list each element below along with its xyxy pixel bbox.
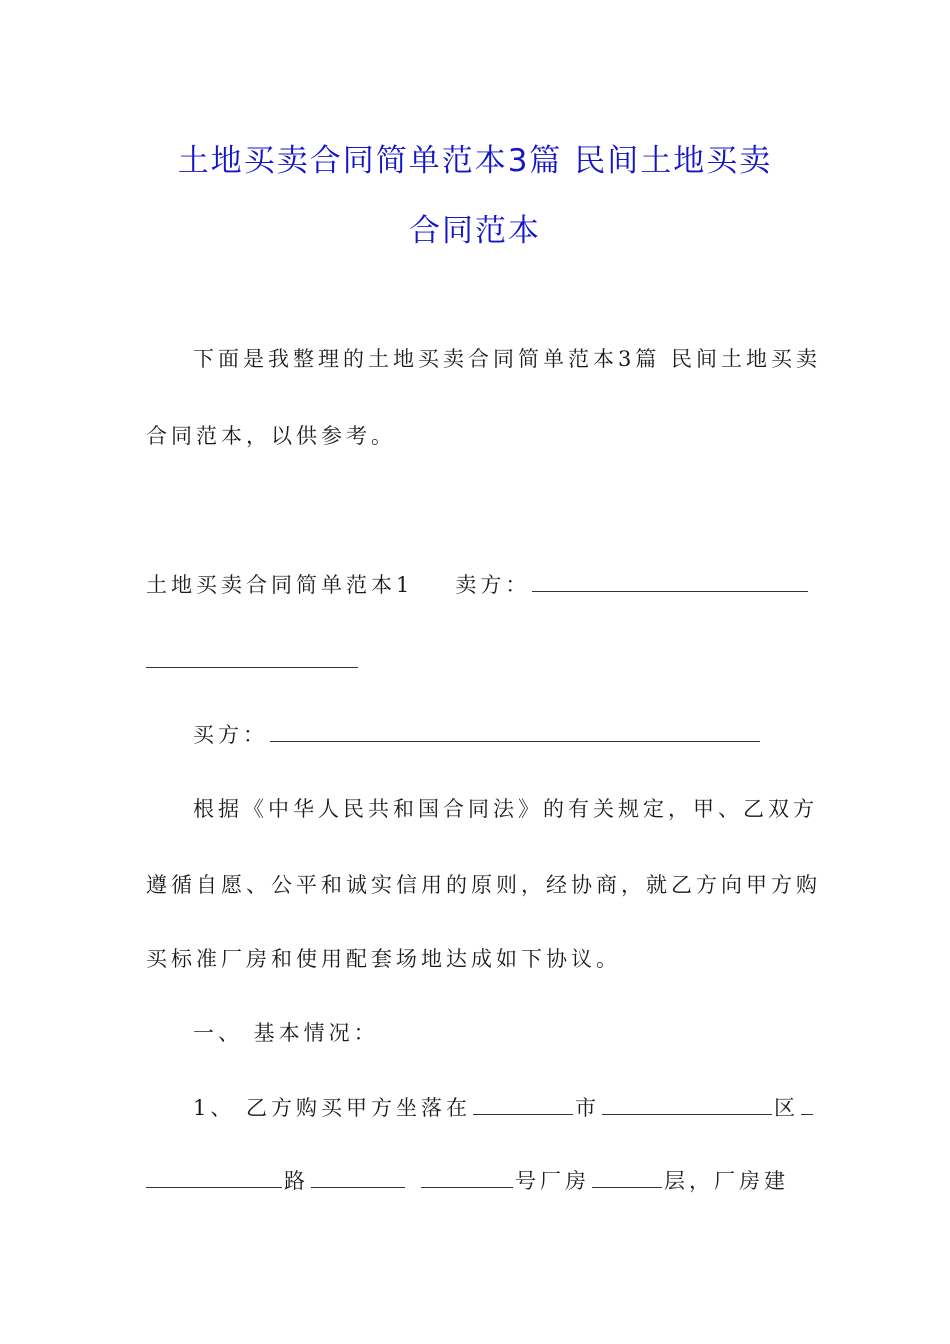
number-blank	[421, 1169, 513, 1188]
seller-blank-continued	[146, 649, 358, 668]
item-1-row-1	[193, 1095, 815, 1121]
document-title-line-1: 土地买卖合同简单范本3篇 民间土地买卖	[177, 143, 773, 179]
contract-heading: 土地买卖合同简单范本1	[146, 573, 414, 597]
intro-line-2: 合同范本，以供参考。	[146, 424, 396, 448]
buyer-row	[193, 722, 762, 748]
road-name-blank	[146, 1169, 282, 1188]
floor-blank	[592, 1169, 662, 1188]
item-1-road: 路	[284, 1169, 309, 1193]
preamble-line-2: 遵循自愿、公平和诚实信用的原则，经协商，就乙方向甲方购	[146, 873, 821, 897]
buyer-label: 买方：	[193, 723, 268, 747]
intro-line-1: 下面是我整理的土地买卖合同简单范本3篇 民间土地买卖	[193, 347, 822, 371]
district-trailing-blank	[801, 1096, 813, 1115]
preamble-line-3: 买标准厂房和使用配套场地达成如下协议。	[146, 947, 621, 971]
city-blank	[473, 1096, 573, 1115]
item-1-city: 市	[575, 1096, 601, 1120]
seller-blank-continued-row	[146, 648, 360, 674]
seller-label: 卖方：	[455, 573, 531, 597]
section-1-title: 一、 基本情况：	[193, 1021, 379, 1045]
preamble-line-1: 根据《中华人民共和国合同法》的有关规定，甲、乙双方	[193, 797, 818, 821]
document-title-line-2: 合同范本	[409, 213, 541, 249]
road-blank-a	[311, 1169, 405, 1188]
item-1-row-2	[146, 1168, 789, 1194]
item-1-prefix: 1、 乙方购买甲方坐落在	[193, 1096, 472, 1120]
buyer-blank	[270, 723, 760, 742]
item-1-floor: 层，厂房建	[664, 1169, 789, 1193]
item-1-district: 区	[774, 1096, 800, 1120]
contract-heading-row	[146, 572, 810, 598]
item-1-number: 号厂房	[515, 1169, 590, 1193]
seller-blank	[532, 573, 808, 592]
district-blank	[602, 1096, 772, 1115]
